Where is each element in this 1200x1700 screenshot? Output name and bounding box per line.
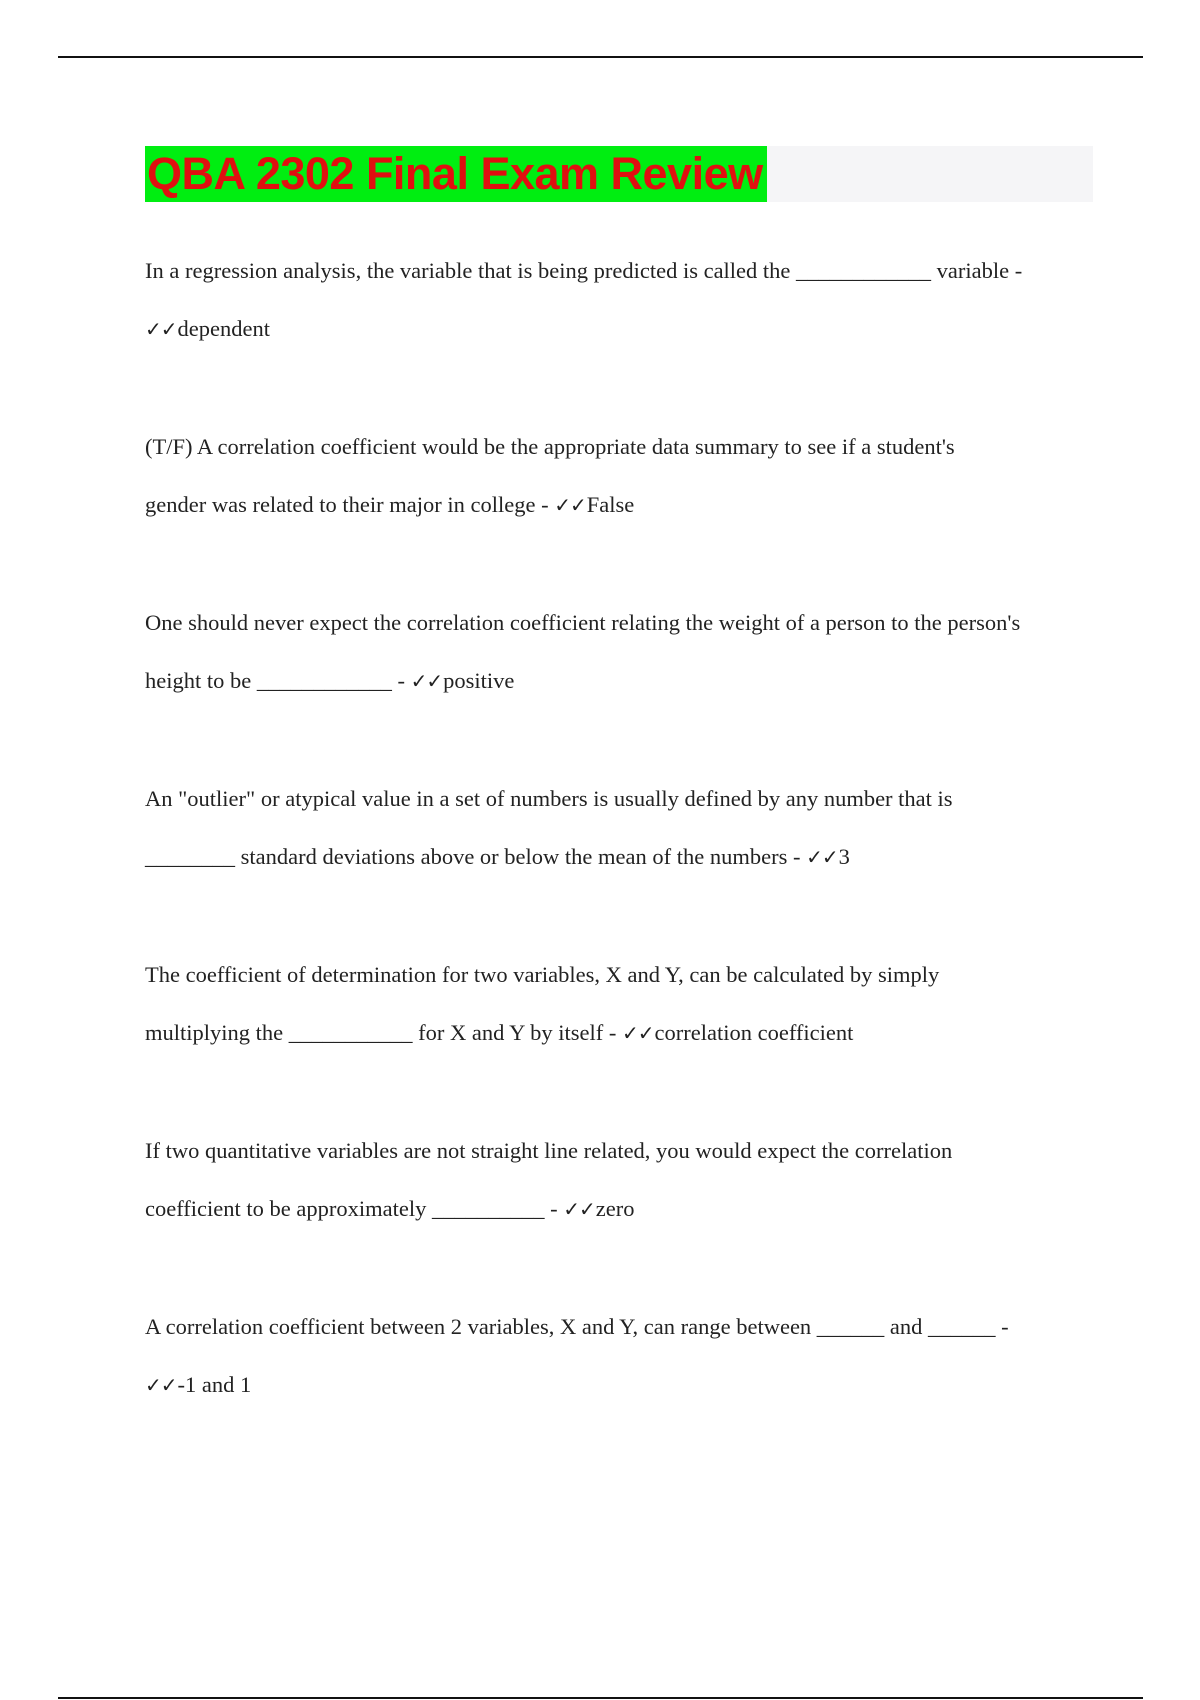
question-text: One should never expect the correlation coefficient relating the weight of a person to the person's <box>145 610 1021 635</box>
question-continuation: coefficient to be approximately __________ - <box>145 1196 564 1221</box>
answer-text: correlation coefficient <box>654 1020 854 1045</box>
question-continuation: gender was related to their major in college - <box>145 492 555 517</box>
check-icon: ✓✓ <box>145 1373 177 1397</box>
question-text: (T/F) A correlation coefficient would be the appropriate data summary to see if a student's <box>145 434 955 459</box>
check-icon: ✓✓ <box>806 845 838 869</box>
question-text: An "outlier" or atypical value in a set of numbers is usually defined by any number that is <box>145 786 953 811</box>
answer-text: zero <box>595 1196 635 1221</box>
qa-item <box>145 946 1105 1062</box>
check-icon: ✓✓ <box>410 669 443 693</box>
answer-line <box>145 300 1105 358</box>
question-continuation: multiplying the ___________ for X and Y by itself - <box>145 1020 623 1045</box>
answer-line <box>145 828 1105 886</box>
qa-item <box>145 594 1105 710</box>
answer-text: -1 and 1 <box>177 1372 252 1397</box>
answer-line <box>145 476 1105 534</box>
answer-line <box>145 1180 1105 1238</box>
answer-line <box>145 1356 1105 1414</box>
answer-line <box>145 1004 1105 1062</box>
answer-text: positive <box>443 668 515 693</box>
answer-text: dependent <box>177 316 270 341</box>
bottom-rule <box>58 1697 1143 1699</box>
qa-item <box>145 418 1105 534</box>
qa-item <box>145 770 1105 886</box>
document-title: QBA 2302 Final Exam Review <box>145 146 767 202</box>
answer-line <box>145 652 1105 710</box>
question-text: If two quantitative variables are not straight line related, you would expect the correlation <box>145 1138 953 1163</box>
qa-item <box>145 1298 1105 1414</box>
check-icon: ✓✓ <box>622 1021 654 1045</box>
answer-text: 3 <box>838 844 850 869</box>
qa-item <box>145 242 1105 358</box>
question-text: A correlation coefficient between 2 variables, X and Y, can range between ______ and ______ - <box>145 1314 1009 1339</box>
qa-item <box>145 1122 1105 1238</box>
question-continuation: height to be ____________ - <box>145 668 411 693</box>
question-text: In a regression analysis, the variable that is being predicted is called the ____________ variable - <box>145 258 1023 283</box>
answer-text: False <box>586 492 635 517</box>
check-icon: ✓✓ <box>563 1197 595 1221</box>
check-icon: ✓✓ <box>554 493 586 517</box>
question-continuation: ________ standard deviations above or below the mean of the numbers - <box>145 844 807 869</box>
check-icon: ✓✓ <box>145 317 177 341</box>
question-text: The coefficient of determination for two variables, X and Y, can be calculated by simply <box>145 962 940 987</box>
top-rule <box>58 56 1143 58</box>
